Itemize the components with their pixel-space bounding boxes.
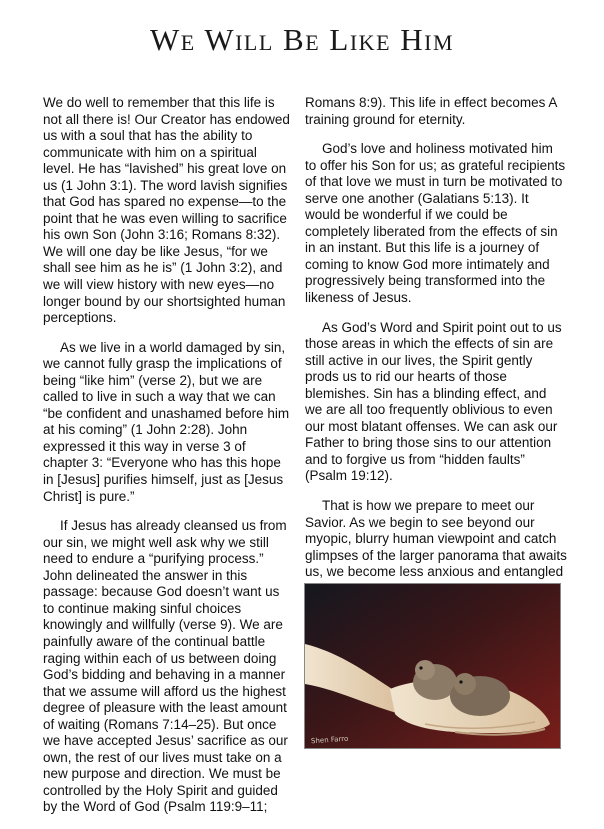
bird-head <box>454 673 476 695</box>
left-column <box>43 95 291 829</box>
paragraph: Romans 8:9). This life in effect becomes A training ground for eternity. <box>305 95 557 127</box>
painting-image <box>305 584 560 748</box>
paragraph: If Jesus has already cleansed us from our sin, we might well ask why we still need to endure a “purifying process.” John delineated the answer in this passage: because God doesn’t want us to continue making sinful choices knowingly and willfully (verse 9). We are painfully aware of the continual battle raging within each of us between doing God’s bidding and behaving in a manner that we assume will afford us the highest degree of pleasure with the least amount of waiting (Romans 7:14–25). But once we have accepted Jesus’ sacrifice as our own, the rest of our lives must take on a new purpose and direction. We must be controlled by the Holy Spirit and guided by the Word of God (Psalm 119:9–11; <box>43 518 288 815</box>
artist-signature: Shen Farro <box>310 734 349 746</box>
paragraph: God’s love and holiness motivated him to offer his Son for us; as grateful recipients of that love we must in turn be motivated to serve one another (Galatians 5:13). It would be wonderful if we could be completely liberated from the effects of sin in an instant. But this life is a journey of coming to know God more intimately and progressively being transformed into the likeness of Jesus. <box>305 141 566 306</box>
bird-head <box>415 660 435 680</box>
page-title: We Will Be Like Him <box>149 22 455 57</box>
paragraph: As God’s Word and Spirit point out to us those areas in which the effects of sin are still active in our lives, the Spirit gently prods us to rid our hearts of those blemishes. Sin has a blinding effect, and we are all too frequently oblivious to even our most blatant offenses. We can ask our Father to bring those sins to our attention and to forgive us from “hidden faults” (Psalm 19:12). <box>305 319 562 484</box>
bird-eye <box>459 680 462 683</box>
paragraph: That is how we prepare to meet our Savior. As we begin to see beyond our myopic, blurry human viewpoint and catch glimpses of the larger panorama that awaits us, we become less anxious and entangled <box>305 498 567 580</box>
right-column <box>305 95 567 660</box>
bird-eye <box>419 666 422 669</box>
paragraph: As we live in a world damaged by sin, we cannot fully grasp the implications of being “like him” (verse 2), but we are called to live in such a way that we can “be confident and unashamed before him at his coming” (1 John 2:28). John expressed it this way in verse 3 of chapter 3: “Everyone who has this hope in [Jesus] purifies himself, just as [Jesus Christ] is pure.” <box>43 339 290 504</box>
hand-with-birds-painting <box>304 583 561 749</box>
paragraph: We do well to remember that this life is not all there is! Our Creator has endowed us with a soul that has the ability to communicate with him on a spiritual level. He has “lavished” his great love on us (1 John 3:1). The word lavish signifies that God has spared no expense—to the point that he was even willing to sacrifice his own Son (John 3:16; Romans 8:32). We will one day be like Jesus, “for we shall see him as he is” (1 John 3:2), and we will view history with new eyes—no longer bound by our shortsighted human perceptions. <box>43 95 290 326</box>
